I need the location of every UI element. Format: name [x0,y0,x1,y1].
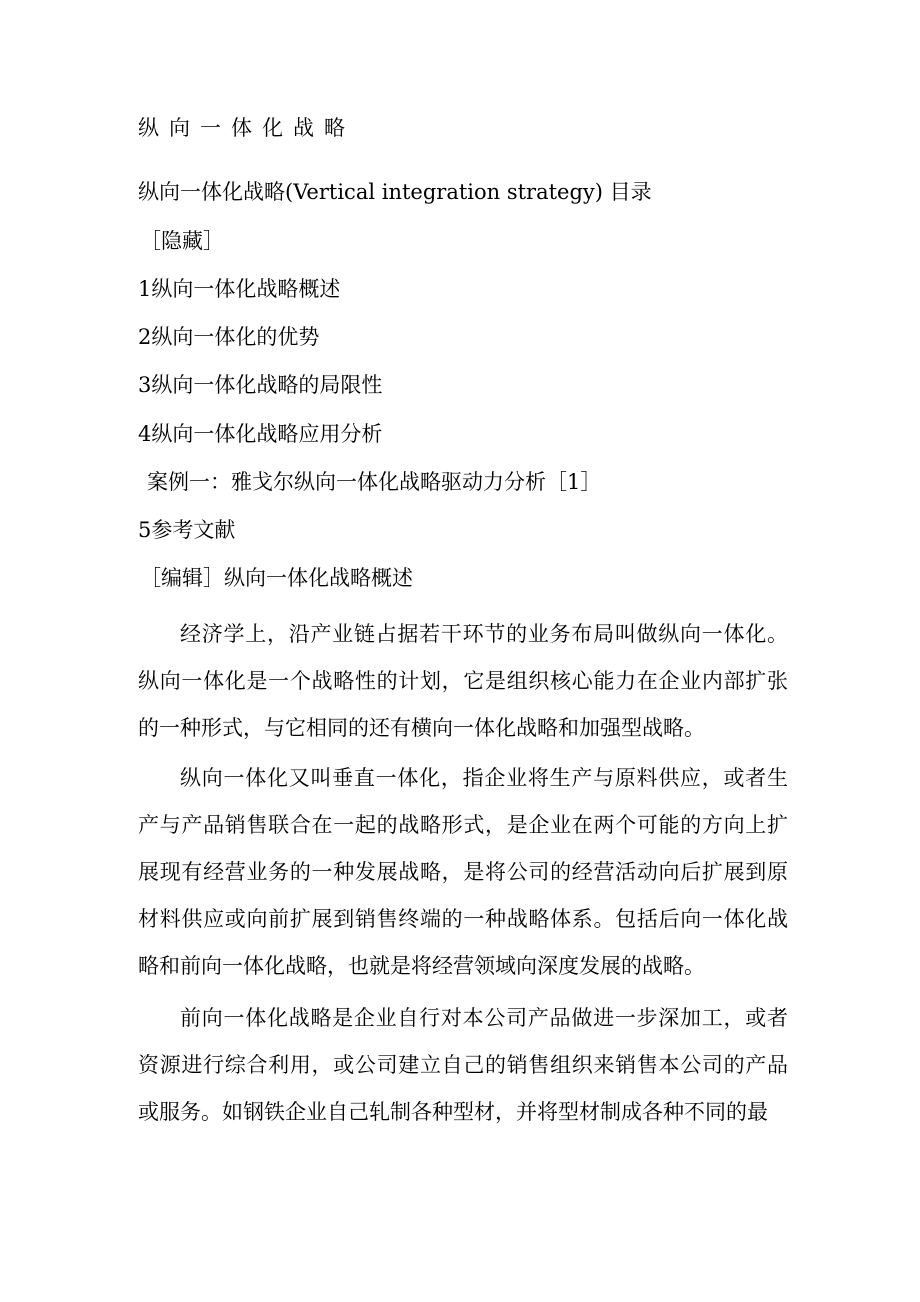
toc-item[interactable]: 2纵向一体化的优势 [138,325,320,349]
paragraph: 纵向一体化又叫垂直一体化，指企业将生产与原料供应，或者生产与产品销售联合在一起的战略形式，是企业在两个可能的方向上扩展现有经营业务的一种发展战略，是将公司的经营活动向后扩展到原材料供应或向前扩展到销售终端的一种战略体系。包括后向一体化战略和前向一体化战略，也就是将经营领域向深度发展的战略。 [138,766,788,978]
toc-item[interactable]: 4纵向一体化战略应用分析 [138,422,383,446]
page-subtitle: 纵向一体化战略(Vertical integration strategy) 目录 [138,180,652,204]
paragraph: 经济学上，沿产业链占据若干环节的业务布局叫做纵向一体化。纵向一体化是一个战略性的计划，它是组织核心能力在企业内部扩张的一种形式，与它相同的还有横向一体化战略和加强型战略。 [138,622,788,740]
toc-item[interactable]: 1纵向一体化战略概述 [138,277,341,301]
toc-item[interactable]: 5参考文献 [138,518,236,542]
paragraph: 前向一体化战略是企业自行对本公司产品做进一步深加工，或者资源进行综合利用，或公司建立自己的销售组织来销售本公司的产品或服务。如钢铁企业自己轧制各种型材，并将型材制成各种不同的最 [138,1006,788,1124]
page-title: 纵向一体化战略 [138,116,355,140]
toc-item[interactable]: 3纵向一体化战略的局限性 [138,373,383,397]
section-heading: ［编辑］纵向一体化战略概述 [140,566,413,590]
toc-hide-link[interactable]: ［隐藏］ [140,229,224,253]
toc-subitem[interactable]: 案例一：雅戈尔纵向一体化战略驱动力分析［1］ [147,470,602,494]
